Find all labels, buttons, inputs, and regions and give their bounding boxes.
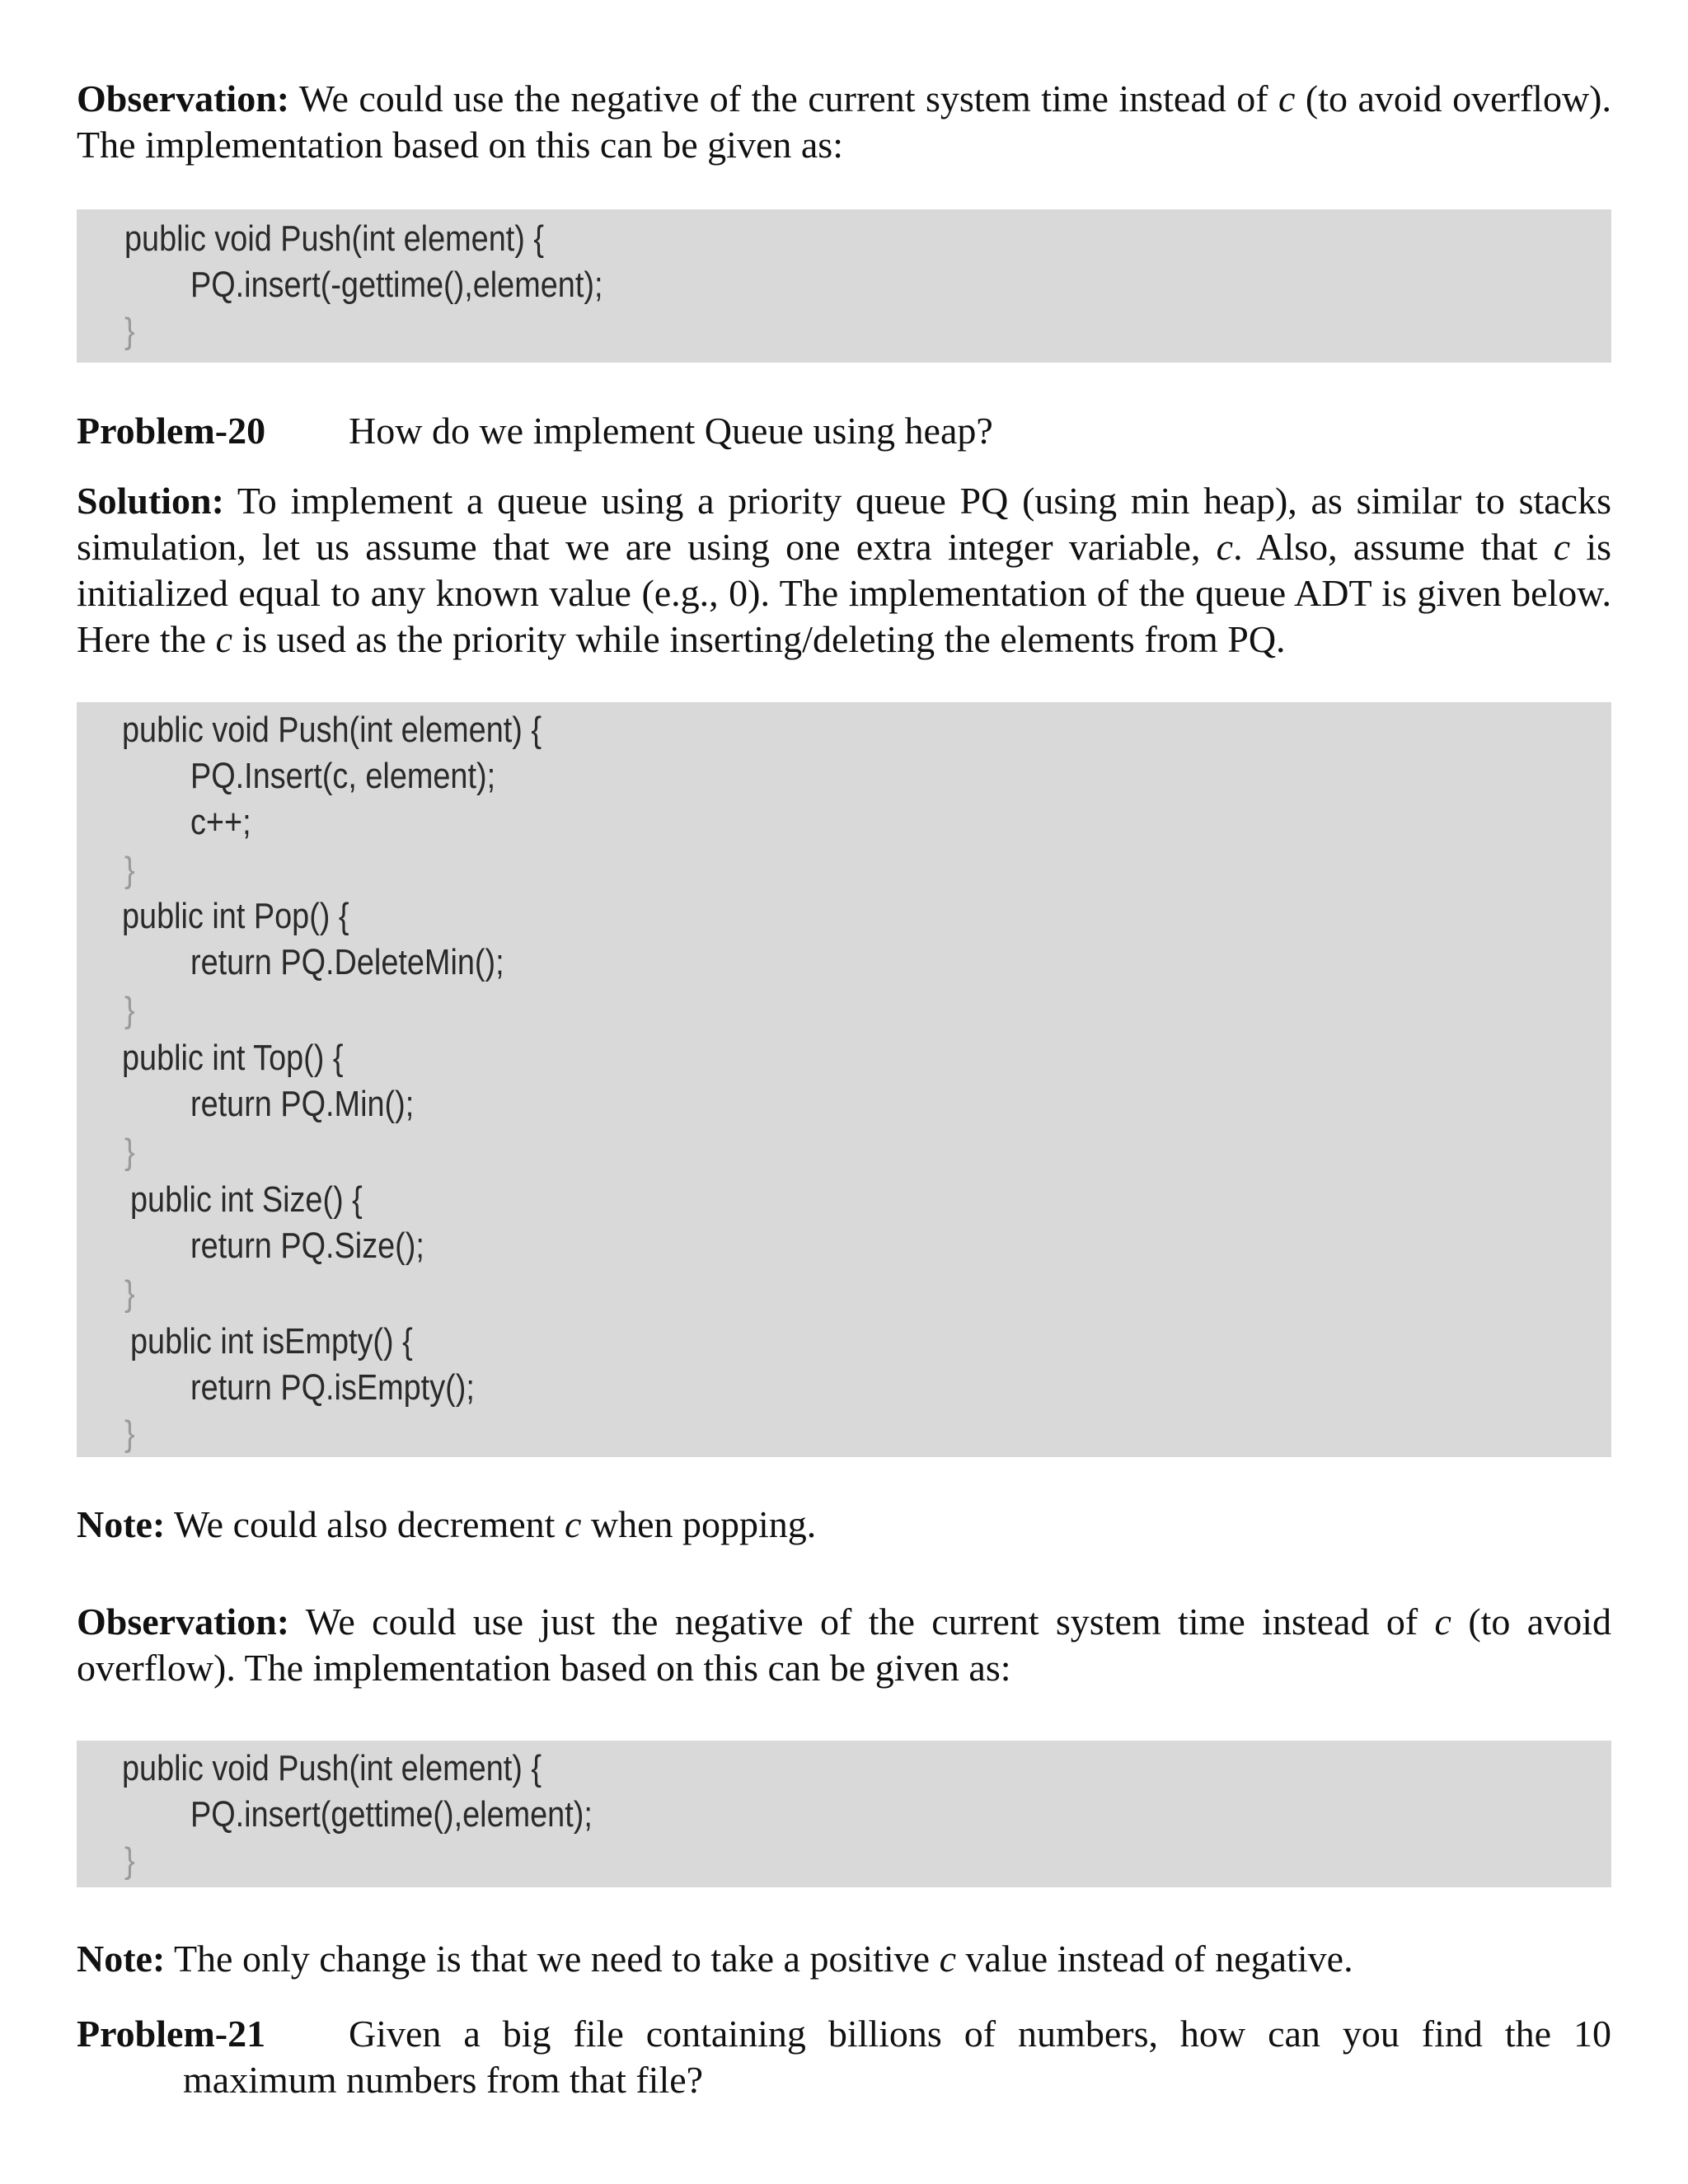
variable-c: c bbox=[1434, 1601, 1451, 1643]
code-line: PQ.Insert(c, element); bbox=[190, 756, 496, 796]
code-line: return PQ.DeleteMin(); bbox=[190, 942, 504, 982]
code-line: public int isEmpty() { bbox=[130, 1321, 413, 1361]
solution-text: is used as the priority while inserting/deleting the elements from PQ. bbox=[232, 618, 1286, 660]
code-line: public void Push(int element) { bbox=[122, 710, 542, 750]
problem-label: Problem-20 bbox=[77, 410, 266, 452]
note-paragraph-1 bbox=[77, 1502, 1611, 1548]
note-text: The only change is that we need to take a positive bbox=[165, 1938, 940, 1980]
problem-21 bbox=[77, 2011, 1611, 2057]
variable-c: c bbox=[1553, 526, 1571, 568]
variable-c: c bbox=[939, 1938, 957, 1980]
observation-text: (to avoid overflow). The implementation based on this can be given as: bbox=[77, 77, 1612, 166]
code-line: c++; bbox=[190, 802, 251, 842]
note-text: value instead of negative. bbox=[956, 1938, 1353, 1980]
observation-text: (to avoid overflow). The implementation based on this can be given as: bbox=[77, 1601, 1611, 1689]
problem-question: Given a big file containing billions of numbers, how can you find the 10 bbox=[349, 2013, 1611, 2055]
solution-paragraph bbox=[77, 478, 1611, 663]
note-label: Note: bbox=[77, 1938, 166, 1980]
observation-paragraph-1 bbox=[77, 76, 1611, 168]
note-label: Note: bbox=[77, 1503, 166, 1545]
problem-label: Problem-21 bbox=[77, 2013, 266, 2055]
code-line: return PQ.Min(); bbox=[190, 1084, 415, 1124]
code-block-push-positive-time bbox=[77, 1741, 1611, 1887]
code-line: } bbox=[124, 1840, 135, 1881]
problem-21-continuation: maximum numbers from that file? bbox=[183, 2059, 704, 2101]
solution-text: is initialized equal to any known value (e.g., 0). The implementation of the queue ADT is given below. Here the bbox=[77, 526, 1611, 660]
code-line: } bbox=[124, 1132, 135, 1172]
code-line: return PQ.isEmpty(); bbox=[190, 1367, 475, 1408]
code-block-queue-implementation bbox=[77, 702, 1611, 1457]
observation-label: Observation: bbox=[77, 77, 290, 120]
observation-text: We could use just the negative of the current system time instead of bbox=[289, 1601, 1435, 1643]
solution-text: . Also, assume that bbox=[1233, 526, 1554, 568]
code-line: public int Size() { bbox=[130, 1179, 363, 1220]
variable-c: c bbox=[1278, 77, 1296, 120]
variable-c: c bbox=[564, 1503, 582, 1545]
variable-c: c bbox=[215, 618, 232, 660]
code-line: public void Push(int element) { bbox=[124, 218, 545, 259]
note-text: We could also decrement bbox=[165, 1503, 565, 1545]
solution-text: To implement a queue using a priority queue PQ (using min heap), as similar to stacks simulation, let us assume that we are using one extra integer variable, bbox=[77, 480, 1611, 568]
observation-paragraph-2 bbox=[77, 1599, 1611, 1691]
observation-text: We could use the negative of the current system time instead of bbox=[289, 77, 1278, 120]
code-line: PQ.insert(-gettime(),element); bbox=[190, 265, 603, 305]
note-text: when popping. bbox=[581, 1503, 817, 1545]
code-line: PQ.insert(gettime(),element); bbox=[190, 1794, 593, 1835]
code-line: } bbox=[124, 311, 135, 351]
variable-c: c bbox=[1216, 526, 1234, 568]
problem-question: How do we implement Queue using heap? bbox=[349, 410, 993, 452]
code-line: public int Pop() { bbox=[122, 896, 349, 936]
code-line: public void Push(int element) { bbox=[122, 1748, 542, 1788]
solution-label: Solution: bbox=[77, 480, 224, 522]
code-line: } bbox=[124, 1273, 135, 1314]
code-line: } bbox=[124, 990, 135, 1030]
code-line: public int Top() { bbox=[122, 1038, 344, 1078]
code-block-push-negative-time bbox=[77, 209, 1611, 363]
code-line: } bbox=[124, 850, 135, 890]
note-paragraph-2 bbox=[77, 1936, 1611, 1982]
observation-label: Observation: bbox=[77, 1601, 290, 1643]
problem-20 bbox=[77, 408, 1611, 454]
code-line: } bbox=[124, 1413, 135, 1454]
code-line: return PQ.Size(); bbox=[190, 1226, 424, 1266]
